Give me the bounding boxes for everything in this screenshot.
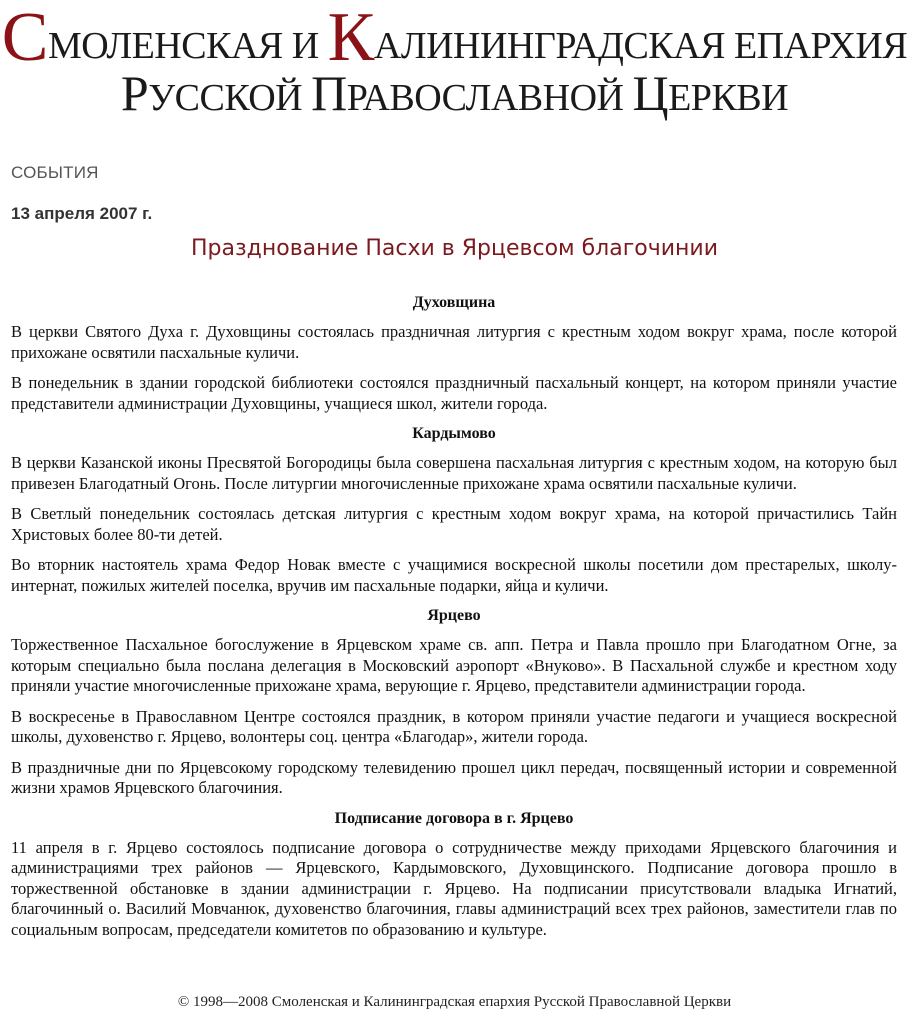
site-masthead[interactable] bbox=[0, 0, 909, 130]
section-heading: Кардымово bbox=[412, 425, 496, 442]
paragraph: В церкви Казанской иконы Пресвятой Богородицы была совершена пасхальная литургия с крестным ходом, на которую был привезен Благодатный Огонь. После литургии многочисленные прихожане храма освятили пасхальные куличи. bbox=[11, 453, 897, 493]
article-body bbox=[11, 293, 897, 950]
article-section-contract-signing bbox=[11, 809, 897, 941]
section-label-events: СОБЫТИЯ bbox=[11, 163, 99, 182]
article-section-yartsevo bbox=[11, 606, 897, 799]
footer-copyright: © 1998—2008 Смоленская и Калининградская епархия Русской Православной Церкви bbox=[177, 994, 732, 1010]
paragraph: Во вторник настоятель храма Федор Новак вместе с учащимися воскресной школы посетили дом престарелых, школу-интернат, пожилых жителей поселка, вручив им пасхальные подарки, яйца и куличи. bbox=[11, 555, 897, 595]
masthead-line-2 bbox=[0, 65, 909, 121]
masthead-initial-p: П bbox=[311, 65, 347, 121]
paragraph: В церкви Святого Духа г. Духовщины состоялась праздничная литургия с крестным ходом вокруг храма, после которой прихожане освятили пасхальные куличи. bbox=[11, 322, 897, 362]
section-heading: Подписание договора в г. Ярцево bbox=[334, 809, 574, 827]
section-heading: Ярцево bbox=[427, 607, 481, 624]
masthead-text-pravoslavnoy: РАВОСЛАВНОЙ bbox=[346, 77, 633, 119]
paragraph: В Светлый понедельник состоялась детская литургия с крестным ходом вокруг храма, на которой причастились Тайн Христовых более 80-ти детей. bbox=[11, 504, 897, 544]
article-title: Празднование Пасхи в Ярцевсом благочинии bbox=[190, 236, 719, 261]
paragraph: В воскресенье в Православном Центре состоялся праздник, в котором приняли участие педагоги и учащиеся воскресной школы, духовенство г. Ярцево, волонтеры соц. центра «Благодар», жители города. bbox=[11, 706, 897, 746]
paragraph: Торжественное Пасхальное богослужение в Ярцевском храме св. апп. Петра и Павла прошло при Благодатном Огне, за которым специально была послана делегация в Московский аэропорт «Внуково». В Пасхальной службе и крестном ходу приняли участие многочисленные прихожане храма, верующие г. Ярцево, представители администрации города. bbox=[11, 635, 897, 695]
masthead-initial-k: К bbox=[327, 0, 374, 76]
article-section-kardymovo bbox=[11, 424, 897, 596]
paragraph: В праздничные дни по Ярцевсокому городскому телевидению прошел цикл передач, посвященный истории и современной жизни храмов Ярцевского благочиния. bbox=[11, 757, 897, 797]
paragraph: В понедельник в здании городской библиотеки состоялся праздничный пасхальный концерт, на котором приняли участие представители администрации Духовщины, учащиеся школ, жители города. bbox=[11, 373, 897, 413]
masthead-text-kaliningradskaya: АЛИНИНГРАДСКАЯ ЕПАРХИЯ bbox=[373, 25, 908, 67]
masthead-text-smolenskaya: МОЛЕНСКАЯ И bbox=[47, 25, 328, 67]
masthead-text-tserkvi: ЕРКВИ bbox=[668, 77, 789, 119]
masthead-initial-s: С bbox=[1, 0, 48, 76]
section-heading: Духовщина bbox=[412, 294, 496, 311]
masthead-line-1 bbox=[0, 0, 909, 75]
article-section-dukhovshchina bbox=[11, 293, 897, 414]
masthead-text-russkoy: УССКОЙ bbox=[148, 77, 312, 119]
masthead-initial-r: Р bbox=[120, 65, 149, 121]
masthead-initial-ts: Ц bbox=[632, 65, 669, 121]
paragraph: 11 апреля в г. Ярцево состоялось подписание договора о сотрудничестве между приходами Ярцевского благочиния и администрациями трех районов — Ярцевского, Кардымовского, Духовщинского. Подписание договора прошло в торжественной обстановке в здании администрации г. Ярцево. На подписании присутствовали владыка Игнатий, благочинный о. Василий Мовчанюк, духовенство благочиния, главы администраций всех трех районов, заместители глав по социальным вопросам, председатели комитетов по образованию и культуре. bbox=[11, 837, 897, 939]
article-date: 13 апреля 2007 г. bbox=[11, 204, 153, 223]
